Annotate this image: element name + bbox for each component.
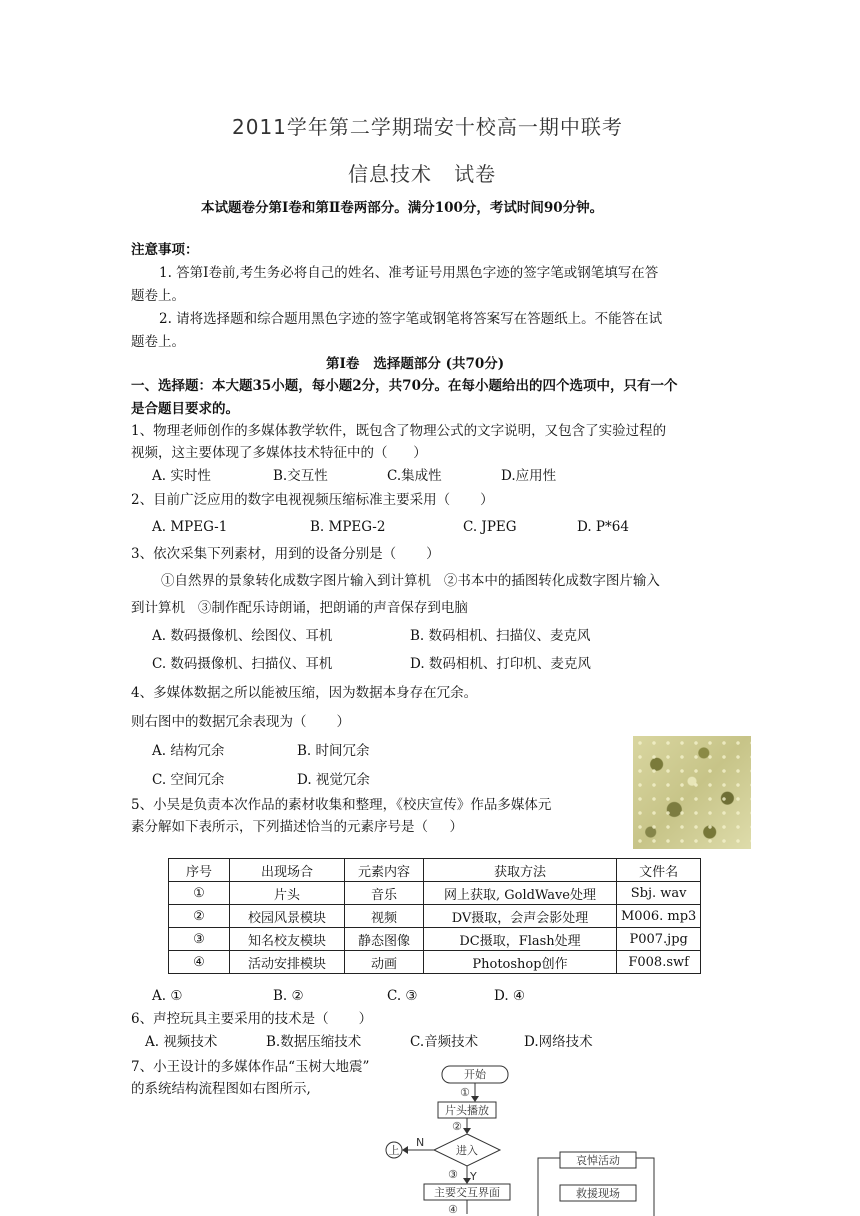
table-cell: 校园风景模块 bbox=[230, 905, 345, 928]
q3-option-a: A. 数码摄像机、绘图仪、耳机 bbox=[152, 628, 333, 644]
table-row bbox=[169, 882, 701, 905]
q6-stem: 6、声控玩具主要采用的技术是（ ） bbox=[131, 1011, 373, 1027]
table-row bbox=[169, 905, 701, 928]
notice-item-2-cont: 题卷上。 bbox=[131, 334, 185, 350]
flow-up-label: 上 bbox=[388, 1144, 400, 1157]
table-header-row bbox=[169, 859, 701, 882]
q6-option-b: B.数据压缩技术 bbox=[266, 1034, 362, 1050]
q3-stem-cont-2: 到计算机 ③制作配乐诗朗诵，把朗诵的声音保存到电脑 bbox=[131, 600, 468, 616]
q4-stem-cont: 则右图中的数据冗余表现为（ ） bbox=[131, 714, 351, 730]
table-cell: 静态图像 bbox=[345, 928, 424, 951]
q1-stem-cont: 视频，这主要体现了多媒体技术特征中的（ ） bbox=[131, 445, 427, 461]
table-cell: DV摄取，会声会影处理 bbox=[424, 905, 617, 928]
table-cell: Sbj. wav bbox=[617, 882, 701, 905]
q5-stem-cont: 素分解如下表所示，下列描述恰当的元素序号是（ ） bbox=[131, 819, 463, 835]
notice-item-2: 2. 请将选择题和综合题用黑色字迹的签字笔或钢笔将答案写在答题纸上。不能答在试 bbox=[159, 311, 663, 327]
q5-option-a: A. ① bbox=[152, 988, 183, 1004]
exam-title: 2011学年第二学期瑞安十校高一期中联考 bbox=[232, 115, 623, 139]
q2-option-d: D. P*64 bbox=[577, 519, 629, 535]
table-cell: F008.swf bbox=[617, 951, 701, 974]
media-elements-table bbox=[168, 858, 701, 974]
q5-option-c: C. ③ bbox=[387, 988, 418, 1004]
q4-option-c: C. 空间冗余 bbox=[152, 772, 225, 788]
notice-item-1-cont: 题卷上。 bbox=[131, 288, 185, 304]
flow-step-2-label: ② bbox=[452, 1120, 462, 1133]
table-header-cell: 元素内容 bbox=[345, 859, 424, 882]
flow-main-label: 主要交互界面 bbox=[434, 1186, 500, 1199]
q2-stem: 2、目前广泛应用的数字电视视频压缩标准主要采用（ ） bbox=[131, 492, 494, 508]
table-header-cell: 文件名 bbox=[617, 859, 701, 882]
q2-option-a: A. MPEG-1 bbox=[152, 519, 228, 535]
q5-stem: 5、小吴是负责本次作品的素材收集和整理，《校庆宣传》作品多媒体元 bbox=[131, 797, 552, 813]
table-row bbox=[169, 928, 701, 951]
table-header-cell: 序号 bbox=[169, 859, 230, 882]
table-cell: ② bbox=[169, 905, 230, 928]
q7-stem: 7、小王设计的多媒体作品“玉树大地震” bbox=[131, 1059, 370, 1075]
q6-option-d: D.网络技术 bbox=[524, 1034, 593, 1050]
flow-step-3-label: ③ bbox=[448, 1168, 458, 1181]
table-cell: ① bbox=[169, 882, 230, 905]
q6-option-c: C.音频技术 bbox=[410, 1034, 479, 1050]
notice-heading: 注意事项： bbox=[131, 242, 199, 258]
q6-option-a: A. 视频技术 bbox=[145, 1034, 218, 1050]
q3-option-c: C. 数码摄像机、扫描仪、耳机 bbox=[152, 656, 333, 672]
q1-option-d: D.应用性 bbox=[501, 468, 557, 484]
q3-stem: 3、依次采集下列素材，用到的设备分别是（ ） bbox=[131, 546, 440, 562]
flow-yes-label: Y bbox=[470, 1170, 477, 1183]
q1-option-c: C.集成性 bbox=[387, 468, 442, 484]
part1-heading: 第Ⅰ卷 选择题部分 (共70分) bbox=[326, 356, 505, 372]
table-cell: DC摄取，Flash处理 bbox=[424, 928, 617, 951]
q5-option-d: D. ④ bbox=[494, 988, 526, 1004]
part1-instructions: 一、选择题：本大题35小题，每小题2分，共70分。在每小题给出的四个选项中，只有一个 bbox=[131, 378, 678, 394]
table-cell: ③ bbox=[169, 928, 230, 951]
q4-option-b: B. 时间冗余 bbox=[297, 743, 370, 759]
q3-option-b: B. 数码相机、扫描仪、麦克风 bbox=[410, 628, 591, 644]
q3-stem-cont: ①自然界的景象转化成数字图片输入到计算机 ②书本中的插图转化成数字图片输入 bbox=[161, 573, 660, 589]
q4-option-a: A. 结构冗余 bbox=[152, 743, 225, 759]
table-cell: 视频 bbox=[345, 905, 424, 928]
table-row bbox=[169, 951, 701, 974]
table-header-cell: 获取方法 bbox=[424, 859, 617, 882]
table-cell: 知名校友模块 bbox=[230, 928, 345, 951]
system-flowchart bbox=[380, 1062, 680, 1216]
table-cell: 音乐 bbox=[345, 882, 424, 905]
table-header-cell: 出现场合 bbox=[230, 859, 345, 882]
table-cell: 片头 bbox=[230, 882, 345, 905]
table-cell: 网上获取, GoldWave处理 bbox=[424, 882, 617, 905]
flow-mourn-label: 哀悼活动 bbox=[576, 1154, 620, 1167]
table-cell: P007.jpg bbox=[617, 928, 701, 951]
flow-no-label: N bbox=[416, 1136, 425, 1149]
q4-option-d: D. 视觉冗余 bbox=[297, 772, 370, 788]
q1-option-b: B.交互性 bbox=[273, 468, 328, 484]
table-cell: 动画 bbox=[345, 951, 424, 974]
q1-option-a: A. 实时性 bbox=[152, 468, 211, 484]
table-cell: ④ bbox=[169, 951, 230, 974]
q2-option-c: C. JPEG bbox=[463, 519, 517, 535]
redundancy-pattern-image bbox=[633, 736, 751, 849]
flow-enter-label: 进入 bbox=[456, 1144, 478, 1157]
table-cell: M006. mp3 bbox=[617, 905, 701, 928]
exam-subtitle: 信息技术 试卷 bbox=[348, 162, 497, 186]
q2-option-b: B. MPEG-2 bbox=[310, 519, 386, 535]
notice-item-1: 1. 答第Ⅰ卷前,考生务必将自己的姓名、准考证号用黑色字迹的签字笔或钢笔填写在答 bbox=[159, 265, 659, 281]
flow-step-4-label: ④ bbox=[448, 1203, 458, 1216]
flow-start-label: 开始 bbox=[464, 1068, 486, 1081]
flow-intro-label: 片头播放 bbox=[445, 1104, 489, 1117]
flow-step-1-label: ① bbox=[460, 1086, 470, 1099]
flow-rescue-label: 救援现场 bbox=[576, 1187, 620, 1200]
q3-option-d: D. 数码相机、打印机、麦克风 bbox=[410, 656, 591, 672]
q5-option-b: B. ② bbox=[273, 988, 304, 1004]
exam-intro: 本试题卷分第Ⅰ卷和第Ⅱ卷两部分。满分100分，考试时间90分钟。 bbox=[201, 200, 604, 216]
part1-instructions-cont: 是合题目要求的。 bbox=[131, 401, 239, 417]
table-cell: Photoshop创作 bbox=[424, 951, 617, 974]
table-cell: 活动安排模块 bbox=[230, 951, 345, 974]
q1-stem: 1、物理老师创作的多媒体教学软件，既包含了物理公式的文字说明，又包含了实验过程的 bbox=[131, 423, 667, 439]
q7-stem-cont: 的系统结构流程图如右图所示, bbox=[131, 1081, 311, 1097]
q4-stem: 4、多媒体数据之所以能被压缩，因为数据本身存在冗余。 bbox=[131, 685, 478, 701]
